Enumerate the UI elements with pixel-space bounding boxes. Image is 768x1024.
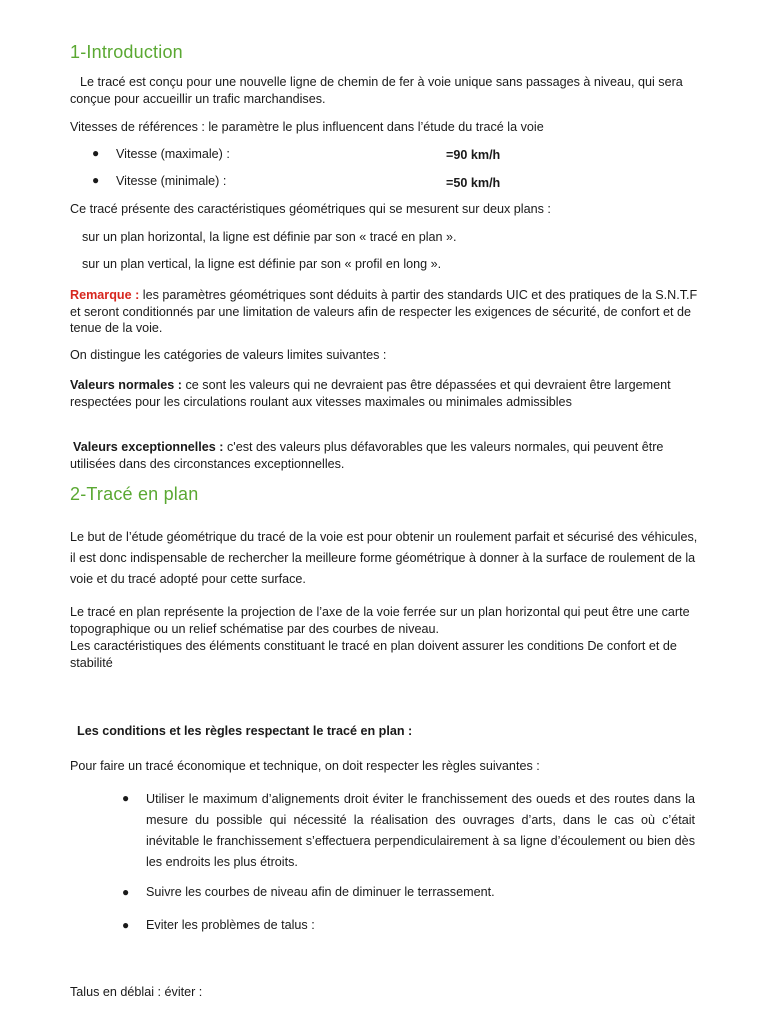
section-1-title: 1-Introduction [70,42,183,62]
speeds-intro: Vitesses de références : le paramètre le plus influencent dans l’étude du tracé la voie [70,120,544,134]
bullet-icon: ● [92,173,100,187]
projection-paragraph-1: Le tracé en plan représente la projection de l’axe de la voie ferrée sur un plan horizontal qui peut être une carte topographique ou un relief schématise par des courbes de niveau. [70,605,690,636]
plane-horizontal: sur un plan horizontal, la ligne est définie par son « tracé en plan ». [82,230,457,244]
normal-text: ce sont les valeurs qui ne devraient pas être dépassées et qui devraient être largement respectées pour les circulations roulant aux vitesses maximales ou minimales admissibles [70,378,671,409]
projection-paragraph-2: Les caractéristiques des éléments constituant le tracé en plan doivent assurer les conditions De confort et de stabilité [70,639,677,670]
bullet-icon: ● [122,885,130,899]
exceptional-label: Valeurs exceptionnelles : [73,440,224,454]
categories-intro: On distingue les catégories de valeurs limites suivantes : [70,348,387,362]
speed-max-label: Vitesse (maximale) : [116,147,230,161]
speed-max-value: =90 km/h [446,148,501,162]
remark-paragraph [70,287,700,337]
exceptional-values-paragraph [70,439,700,472]
normal-label: Valeurs normales : [70,378,182,392]
rule-item-1: Utiliser le maximum d’alignements droit éviter le franchissement des oueds et des routes dans la mesure du possible qui nécessité la réalisation des ouvrages d’arts, dans le cas où c’était inévitable le franchissement s’effectuera perpendiculairement à sa ligne d’écoulement ou bien dès les endroits les plus étroits. [146,792,695,869]
rule-item-3: Eviter les problèmes de talus : [146,918,315,932]
plane-vertical: sur un plan vertical, la ligne est définie par son « profil en long ». [82,257,442,271]
bullet-icon: ● [122,791,130,805]
planes-intro: Ce tracé présente des caractéristiques géométriques qui se mesurent sur deux plans : [70,202,551,216]
remark-label: Remarque : [70,288,140,302]
conditions-heading: Les conditions et les règles respectant le tracé en plan : [77,724,413,738]
talus-heading: Talus en déblai : éviter : [70,985,203,999]
rules-intro: Pour faire un tracé économique et technique, on doit respecter les règles suivantes : [70,759,540,773]
normal-values-paragraph [70,377,700,410]
goal-paragraph: Le but de l’étude géométrique du tracé de la voie est pour obtenir un roulement parfait et sécurisé des véhicules, il est donc indispensable de rechercher la meilleure forme géométrique à donner à la surface de roulement de la voie et du tracé adopté pour cette surface. [70,530,698,586]
speed-min-value: =50 km/h [446,176,501,190]
exceptional-text: c'est des valeurs plus défavorables que les valeurs normales, qui peuvent être utilisées dans des circonstances exceptionnelles. [70,440,664,471]
section-2-title: 2-Tracé en plan [70,484,199,504]
bullet-icon: ● [92,146,100,160]
remark-text: les paramètres géométriques sont déduits à partir des standards UIC et des pratiques de la S.N.T.F et seront conditionnés par une limitation de valeurs afin de respecter les exigences de sécurité, de confort et de tenue de la voie. [70,288,698,335]
rule-item-2: Suivre les courbes de niveau afin de diminuer le terrassement. [146,885,495,899]
speed-min-label: Vitesse (minimale) : [116,174,227,188]
bullet-icon: ● [122,918,130,932]
intro-paragraph: Le tracé est conçu pour une nouvelle ligne de chemin de fer à voie unique sans passages à niveau, qui sera conçue pour accueillir un trafic marchandises. [70,75,683,106]
